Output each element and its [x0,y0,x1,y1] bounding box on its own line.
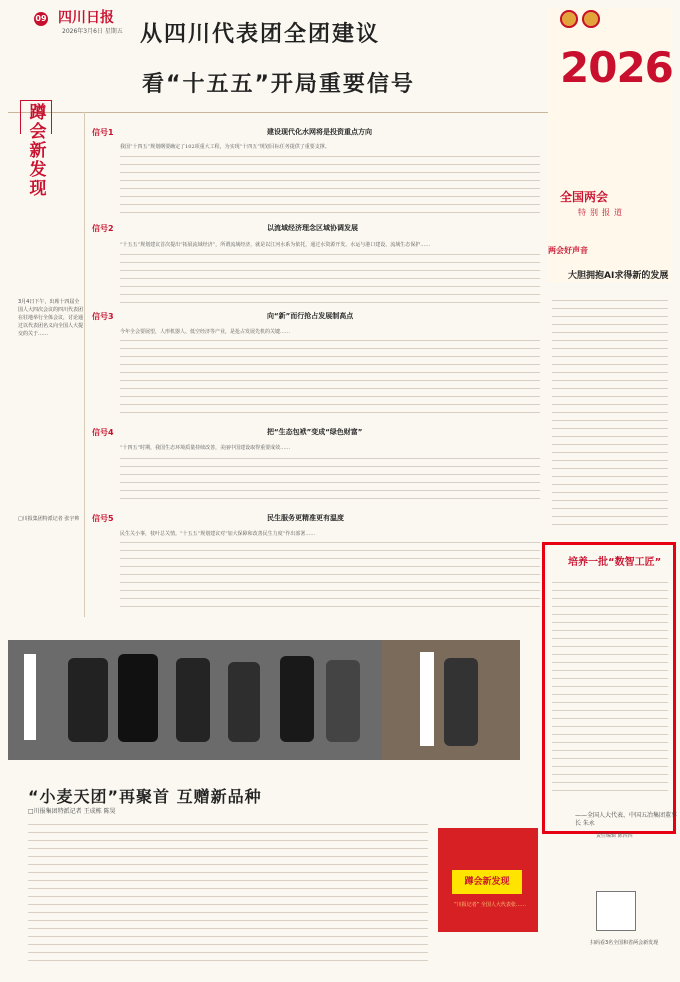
signal-4-title: 把“生态包袱”变成“绿色财富” [267,428,363,436]
paper-masthead: 四川日报 [58,10,114,26]
qr-caption: 扫码看3名全国和省两会新发现 [590,940,659,946]
year-number: 2026 [560,43,673,92]
signal-1-lines [120,156,540,220]
person-7 [444,658,478,746]
person-3 [176,658,210,742]
column-divider [84,112,85,617]
side-caption-strip [420,652,434,746]
signal-3-lines [120,340,540,420]
column-vertical-title: 蹲会新发现 [29,103,47,199]
editor-credit: 责任编辑 陈四四 [596,833,633,839]
signal-1-number: 信号1 [92,128,114,137]
national-emblem-icon [560,10,578,28]
signal-4-number: 信号4 [92,428,114,437]
signal-4-lines [120,458,540,506]
box-text-lines [552,582,668,798]
headline-line-2: 看“十五五”开局重要信号 [142,72,415,97]
signal-3-number: 信号3 [92,312,114,321]
signal-2-body: “十五五”规划建议首次提出“拓展流域经济”，所谓流域经济，就是以江河水系为依托，通过水资源开发、水运与港口建设、流域生态保护…… [120,242,431,248]
signal-4-body: “十四五”时期，我国生态环境质量持续改善，美丽中国建设取得重要成效…… [120,445,291,451]
person-1 [68,658,108,742]
signal-5-body: 民生关小事，枝叶总关情。“十五五”规划建议对“加大保障和改善民生力度”作出部署…… [120,531,316,537]
summary-byline: □川报集团特派记者 张宇帅 [18,516,80,522]
person-6 [326,660,360,742]
signal-3-body: 今年全会要展望，人形机器人、低空经济等产业，是抢占发展先机的关键…… [120,329,291,335]
party-emblem-icon [582,10,600,28]
photo-caption-strip [24,654,36,740]
two-sessions-title: 全国两会 [560,190,609,204]
news2-byline: □川报集团特派记者 王成栋 陈昊 [28,808,116,815]
main-photo [8,640,382,760]
special-report-label: 特别报道 [578,208,626,217]
news2-text-lines [28,824,428,968]
qr-code-icon[interactable] [596,891,636,931]
signal-2-number: 信号2 [92,224,114,233]
signal-5-number: 信号5 [92,514,114,523]
box-title: 培养一批“数智工匠” [568,557,662,568]
issue-date: 2026年3月6日 星期五 [62,28,123,35]
voice-label: 两会好声音 [548,246,588,255]
person-4 [228,662,260,742]
voice-title: 大胆拥抱AI求得新的发展 [568,271,669,281]
signal-3-title: 向“新”而行抢占发展制高点 [267,312,354,320]
signal-5-title: 民生服务更精准更有温度 [267,514,344,522]
headline-line-1: 从四川代表团全团建议 [140,22,381,47]
summary-text: 3月4日下午，出席十四届全国人大四次会议的四川代表团在驻地举行全体会议，讨论通过以代表团名义向全国人大提交的关于…… [18,299,84,337]
page-number-badge: 09 [34,12,48,26]
news2-title: “小麦天团”再聚首 互赠新品种 [28,787,262,806]
side-photo [382,640,520,760]
signal-1-body: 我国“十四五”规划纲要确定了102项重大工程，为实现“十四五”规划目标任务提供了重要支撑。 [120,144,330,150]
signal-2-lines [120,254,540,310]
headline-rule [8,112,548,113]
promo-label: 蹲会新发现 [452,870,522,894]
box-signature: ——全国人大代表、中国五冶集团董事长 朱永 [575,812,678,827]
signal-2-title: 以流域经济理念区域协调发展 [267,224,358,232]
person-5 [280,656,314,742]
person-2 [118,654,158,742]
signal-1-title: 建设现代化水网将是投资重点方向 [267,128,372,136]
signal-5-lines [120,542,540,614]
voice-text-lines [552,300,668,532]
promo-tagline: “川报记者” 全国人大代表张…… [454,902,526,908]
